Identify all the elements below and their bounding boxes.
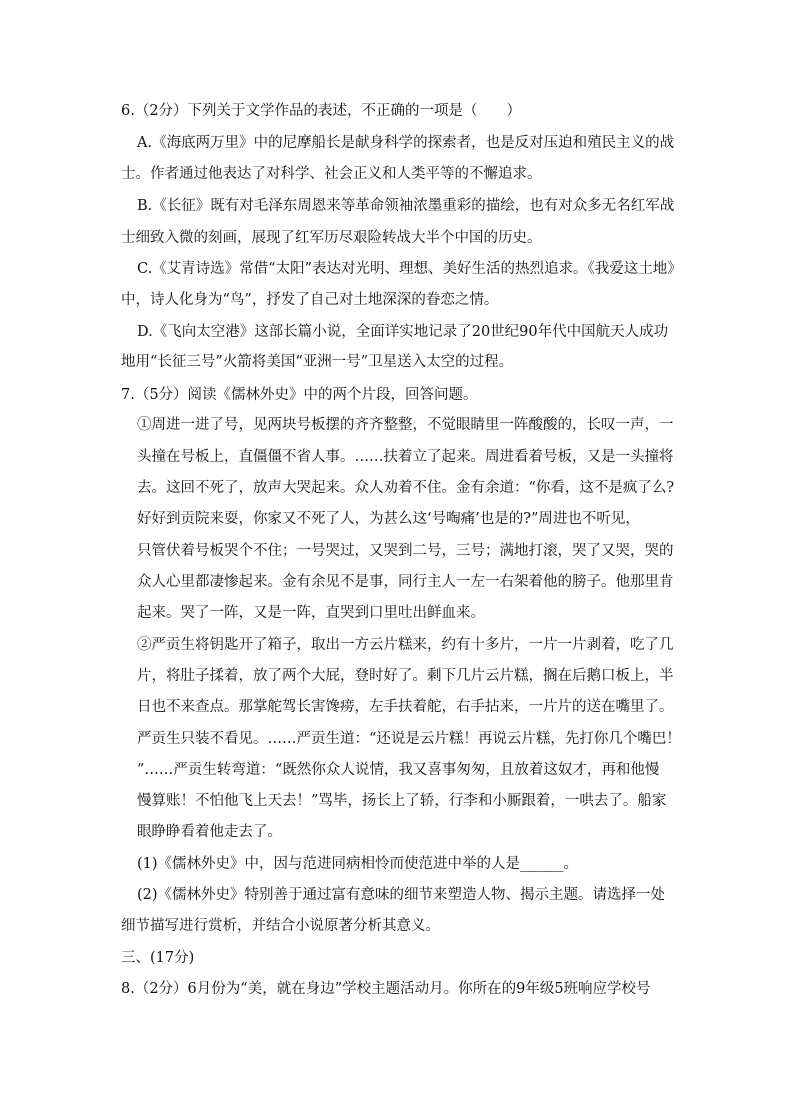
passage-1-line-6: 众人心里都凄惨起来。金有余见不是事，同行主人一左一右架着他的膀子。他那里肯 — [137, 574, 674, 590]
option-b-line-1: B.《长征》既有对毛泽东周恩来等革命领袖浓墨重彩的描绘，也有对众多无名红军战 — [137, 198, 675, 214]
passage-1-line-2: 头撞在号板上，直僵僵不省人事。……扶着立了起来。周进看着号板，又是一头撞将 — [137, 449, 674, 465]
question-6-stem: 6.（2分）下列关于文学作品的表述，不正确的一项是（ ） — [121, 103, 522, 119]
question-8-stem: 8.（2分）6月份为“美，就在身边”学校主题活动月。你所在的9年级5班响应学校号 — [121, 981, 651, 997]
sub-question-2-line-2: 细节描写进行赏析，并结合小说原著分析其意义。 — [121, 918, 440, 934]
option-c-line-1: C.《艾青诗选》常借“太阳”表达对光明、理想、美好生活的热烈追求。《我爱这土地》 — [137, 261, 682, 277]
sub-question-2-line-1: (2)《儒林外史》特别善于通过富有意味的细节来塑造人物、揭示主题。请选择一处 — [137, 887, 666, 903]
passage-1-line-7: 起来。哭了一阵，又是一阵，直哭到口里吐出鲜血来。 — [137, 605, 485, 621]
passage-2-line-4: 严贡生只装不看见。……严贡生道：“还说是云片糕！再说云片糕，先打你几个嘴巴！ — [137, 731, 681, 747]
option-c-line-2: 中，诗人化身为“鸟”，抒发了自己对土地深深的眷恋之情。 — [121, 292, 499, 308]
sub-question-1: (1)《儒林外史》中，因与范进同病相怜而使范进中举的人是______。 — [137, 856, 579, 872]
question-7-stem: 7.（5分）阅读《儒林外史》中的两个片段，回答问题。 — [121, 387, 478, 403]
option-a-line-2: 士。作者通过他表达了对科学、社会正义和人类平等的不懈追求。 — [121, 166, 542, 182]
passage-2-line-2: 片，将肚子揉着，放了两个大屁，登时好了。剩下几片云片糕，搁在后鹅口板上，半 — [137, 668, 674, 684]
passage-1-line-3: 去。这回不死了，放声大哭起来。众人劝着不住。金有余道：“你看，这不是疯了么? — [137, 480, 675, 496]
passage-1-line-4: 好好到贡院来耍，你家又不死了人，为甚么这‘号啕痛’也是的?”周进也不听见， — [137, 511, 640, 527]
option-a-line-1: A.《海底两万里》中的尼摩船长是献身科学的探索者，也是反对压迫和殖民主义的战 — [137, 135, 675, 151]
option-b-line-2: 士细致入微的刻画，展现了红军历尽艰险转战大半个中国的历史。 — [121, 230, 542, 246]
passage-2-line-1: ②严贡生将钥匙开了箱子，取出一方云片糕来，约有十多片，一片一片剥着，吃了几 — [137, 637, 674, 653]
passage-2-line-6: 慢算账！不怕他飞上天去！”骂毕，扬长上了轿，行李和小厮跟着，一哄去了。船家 — [137, 793, 667, 809]
option-d-line-2: 地用“长征三号”火箭将美国“亚洲一号”卫星送入太空的过程。 — [121, 354, 514, 370]
passage-1-line-1: ①周进一进了号，见两块号板摆的齐齐整整，不觉眼睛里一阵酸酸的，长叹一声，一 — [137, 417, 674, 433]
passage-1-line-5: 只管伏着号板哭个不住；一号哭过，又哭到二号，三号；满地打滚，哭了又哭，哭的 — [137, 543, 674, 559]
passage-2-line-3: 日也不来查点。那掌舵驾长害馋痨，左手扶着舵，右手拈来，一片片的送在嘴里了。 — [137, 699, 674, 715]
option-d-line-1: D.《飞向太空港》这部长篇小说，全面详实地记录了20世纪90年代中国航天人成功 — [137, 324, 669, 340]
passage-2-line-7: 眼睁睁看着他走去了。 — [137, 824, 282, 840]
passage-2-line-5: ”……严贡生转弯道：“既然你众人说情，我又喜事匆匆，且放着这奴才，再和他慢 — [137, 762, 660, 778]
section-heading-3: 三、(17分) — [121, 950, 195, 966]
